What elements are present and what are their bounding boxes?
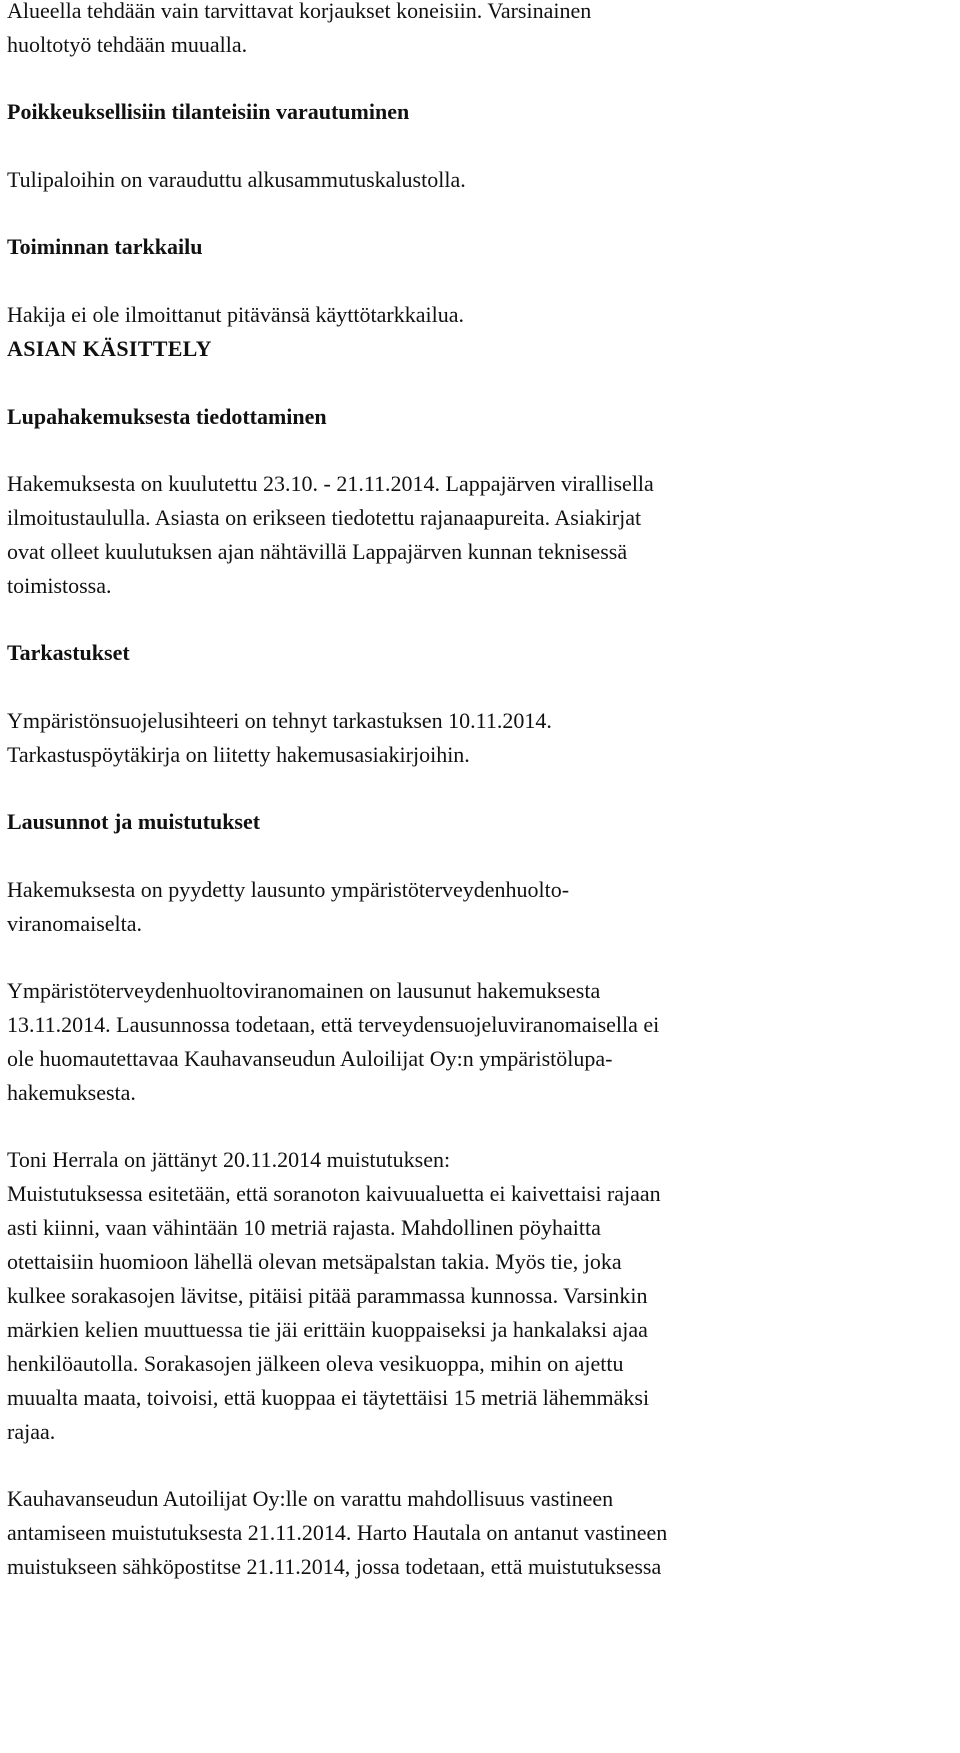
body-text-line: muualta maata, toivoisi, että kuoppaa ei täytettäisi 15 metriä lähemmäksi [7, 1385, 650, 1410]
body-text-line: märkien kelien muuttuessa tie jäi erittäin kuoppaiseksi ja hankalaksi ajaa [7, 1317, 648, 1342]
body-text-line: Ympäristönsuojelusihteeri on tehnyt tarkastuksen 10.11.2014. [7, 708, 552, 733]
section-heading-lausunnot: Lausunnot ja muistutukset [7, 809, 261, 834]
body-text-line: 13.11.2014. Lausunnossa todetaan, että terveydensuojeluviranomaisella ei [7, 1012, 660, 1037]
body-text-line: antamiseen muistutuksesta 21.11.2014. Harto Hautala on antanut vastineen [7, 1520, 668, 1545]
body-text-line: Tulipaloihin on varauduttu alkusammutuskalustolla. [7, 167, 466, 192]
body-text-line: rajaa. [7, 1419, 56, 1444]
body-text-line: ilmoitustaululla. Asiasta on erikseen tiedotettu rajanaapureita. Asiakirjat [7, 505, 642, 530]
body-text-line: viranomaiselta. [7, 911, 143, 936]
body-text-line: Tarkastuspöytäkirja on liitetty hakemusasiakirjoihin. [7, 742, 470, 767]
body-text-line: otettaisiin huomioon lähellä olevan metsäpalstan takia. Myös tie, joka [7, 1249, 622, 1274]
body-text-line: huoltotyö tehdään muualla. [7, 32, 248, 57]
section-heading-poikkeukselliset: Poikkeuksellisiin tilanteisiin varautuminen [7, 99, 410, 124]
body-text-line: hakemuksesta. [7, 1080, 136, 1105]
body-text-line: ole huomautettavaa Kauhavanseudun Auloilijat Oy:n ympäristölupa- [7, 1046, 613, 1071]
body-text-line: Toni Herrala on jättänyt 20.11.2014 muistutuksen: [7, 1147, 451, 1172]
body-text-line: Hakemuksesta on kuulutettu 23.10. - 21.11.2014. Lappajärven virallisella [7, 471, 654, 496]
body-text-line: Kauhavanseudun Autoilijat Oy:lle on varattu mahdollisuus vastineen [7, 1486, 614, 1511]
body-text-line: Hakemuksesta on pyydetty lausunto ympäristöterveydenhuolto- [7, 877, 570, 902]
body-text-line: Hakija ei ole ilmoittanut pitävänsä käyttötarkkailua. [7, 302, 464, 327]
body-text-line: toimistossa. [7, 573, 112, 598]
section-heading-tarkastukset: Tarkastukset [7, 640, 130, 665]
body-text-line: kulkee sorakasojen lävitse, pitäisi pitää parammassa kunnossa. Varsinkin [7, 1283, 648, 1308]
body-text-line: Ympäristöterveydenhuoltoviranomainen on lausunut hakemuksesta [7, 978, 601, 1003]
body-text-line: henkilöautolla. Sorakasojen jälkeen oleva vesikuoppa, mihin on ajettu [7, 1351, 624, 1376]
body-text-line: ovat olleet kuulutuksen ajan nähtävillä Lappajärven kunnan teknisessä [7, 539, 628, 564]
section-heading-lupahakemuksesta: Lupahakemuksesta tiedottaminen [7, 404, 327, 429]
body-text-line: Muistutuksessa esitetään, että soranoton kaivuualuetta ei kaivettaisi rajaan [7, 1181, 661, 1206]
main-heading-asian-kasittely: ASIAN KÄSITTELY [7, 336, 212, 361]
body-text-line: muistukseen sähköpostitse 21.11.2014, jossa todetaan, että muistutuksessa [7, 1554, 662, 1579]
section-heading-toiminnan-tarkkailu: Toiminnan tarkkailu [7, 234, 203, 259]
body-text-line: asti kiinni, vaan vähintään 10 metriä rajasta. Mahdollinen pöyhaitta [7, 1215, 601, 1240]
body-text-line: Alueella tehdään vain tarvittavat korjaukset koneisiin. Varsinainen [7, 0, 592, 23]
